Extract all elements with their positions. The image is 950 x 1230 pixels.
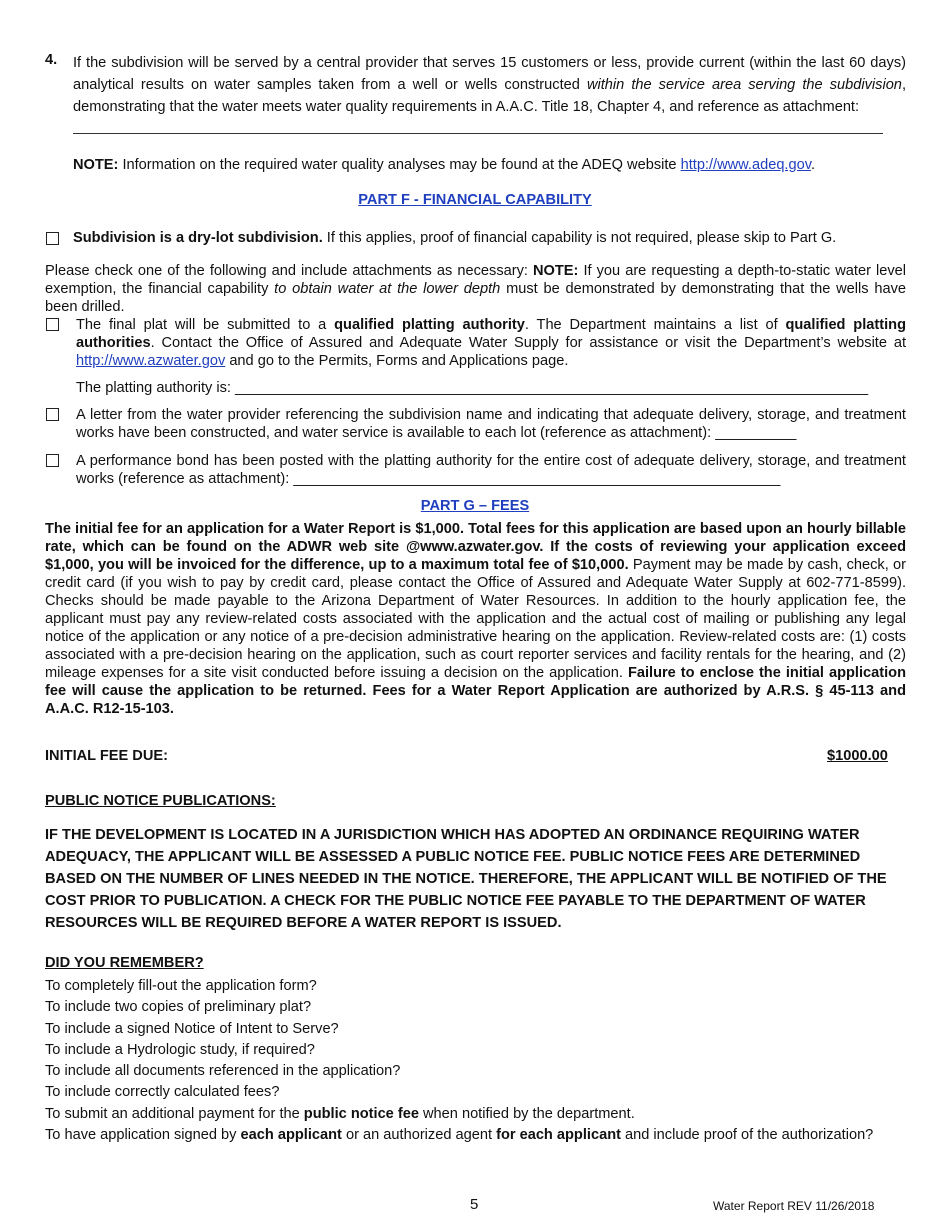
remember-item: To include two copies of preliminary plat?	[45, 999, 312, 1016]
remember-heading: DID YOU REMEMBER?	[45, 955, 204, 971]
performance-bond-checkbox[interactable]	[46, 454, 59, 467]
part-f-heading: PART F - FINANCIAL CAPABILITY	[358, 192, 592, 208]
revision-label: Water Report REV 11/26/2018	[713, 1199, 875, 1213]
public-notice-heading: PUBLIC NOTICE PUBLICATIONS:	[45, 793, 276, 809]
part-f-intro: Please check one of the following and include attachments as necessary: NOTE: If you are requesting a depth-to-static water level exemption, the financial capability to obtain water at the lower depth must be demonstrated by demonstrating that the wells have been drilled.	[45, 263, 907, 315]
remember-item: To include a signed Notice of Intent to Serve?	[45, 1020, 339, 1037]
adeq-note: NOTE: Information on the required water quality analyses may be found at the ADEQ website http://www.adeq.gov.	[73, 157, 815, 173]
public-notice-line: RESOURCES WILL BE REQUIRED BEFORE A WATER REPORT IS ISSUED.	[45, 915, 562, 931]
public-notice-line: COST PRIOR TO PUBLICATION. A CHECK FOR THE PUBLIC NOTICE FEE PAYABLE TO THE DEPARTMENT OF WATER	[45, 893, 866, 909]
public-notice-text	[45, 824, 887, 934]
fees-paragraph: The initial fee for an application for a Water Report is $1,000. Total fees for this application are based upon an hourly billable rate, which can be found on the ADWR web site @www.azwater.gov. If the costs of reviewing your application exceed $1,000, you will be invoiced for the difference, up to a maximum total fee of $10,000. Payment may be made by cash, check, or credit card (if you wish to pay by credit card, please contact the Office of Assured and Adequate Water Supply at 602-771-8599). Checks should be made payable to the Arizona Department of Water Resources. In addition to the hourly application fee, the applicant must pay any review-related costs associated with the application and the actual cost of mailing or publishing any legal notice of the application or any notice of a pre-decision administrative hearing on the application. Review-related costs are: (1) costs associated with a pre-decision hearing on the application, such as court reporter services and facility rentals for the hearing, and (2) mileage expenses for a site visit conducted before issuing a decision on the application. Failure to enclose the initial application fee will cause the application to be returned. Fees for a Water Report Application are authorized by A.R.S. § 45-113 and A.A.C. R12-15-103.	[45, 521, 907, 717]
dry-lot-checkbox[interactable]	[46, 232, 59, 245]
platting-authority-option: The final plat will be submitted to a qualified platting authority. The Department maintains a list of qualified platting authorities. Contact the Office of Assured and Adequate Water Supply for assistance or visit the Department’s website at http://www.azwater.gov and go to the Permits, Forms and Applications page.	[76, 317, 906, 369]
item4-text: If the subdivision will be served by a central provider that serves 15 customers or less, provide current (within the last 60 days) analytical results on water samples taken from a well or wells constructed within the service area serving the subdivision, demonstrating that the water meets water quality requirements in A.A.C. Title 18, Chapter 4, and reference as attachment:	[73, 55, 906, 115]
item4-answer-line[interactable]	[73, 133, 883, 134]
water-provider-letter-checkbox[interactable]	[46, 408, 59, 421]
performance-bond-option: A performance bond has been posted with the platting authority for the entire cost of adequate delivery, storage, and treatment works (reference as attachment): ____________________________________________________________	[76, 453, 906, 487]
initial-fee-label: INITIAL FEE DUE:	[45, 748, 168, 764]
adeq-link[interactable]: http://www.adeq.gov	[680, 157, 811, 173]
remember-list	[45, 976, 873, 1146]
remember-item: To completely fill-out the application form?	[45, 978, 317, 994]
page-number: 5	[470, 1196, 479, 1213]
part-g-heading: PART G – FEES	[420, 498, 530, 514]
water-provider-letter-option: A letter from the water provider referencing the subdivision name and indicating that adequate delivery, storage, and treatment works have been constructed, and water service is available to each lot (reference as attachment): __________	[76, 407, 906, 441]
remember-item: To submit an additional payment for the public notice fee when notified by the department.	[45, 1105, 635, 1122]
platting-authority-checkbox[interactable]	[46, 318, 59, 331]
public-notice-line: ADEQUACY, THE APPLICANT WILL BE ASSESSED A PUBLIC NOTICE FEE. PUBLIC NOTICE FEES ARE DETERMINED	[45, 849, 861, 865]
remember-item: To include all documents referenced in the application?	[45, 1063, 401, 1080]
public-notice-line: BASED ON THE NUMBER OF LINES NEEDED IN THE NOTICE. THEREFORE, THE APPLICANT WILL BE NOTIFIED OF THE	[45, 871, 887, 887]
dry-lot-text: Subdivision is a dry-lot subdivision. If this applies, proof of financial capability is not required, please skip to Part G.	[73, 230, 837, 246]
initial-fee-value: $1000.00	[827, 748, 888, 764]
azwater-link[interactable]: http://www.azwater.gov	[76, 353, 226, 369]
remember-item: To include a Hydrologic study, if required?	[45, 1041, 315, 1058]
public-notice-line: IF THE DEVELOPMENT IS LOCATED IN A JURISDICTION WHICH HAS ADOPTED AN ORDINANCE REQUIRING WATER	[45, 827, 860, 843]
item-number: 4.	[45, 52, 58, 68]
remember-item: To have application signed by each applicant or an authorized agent for each applicant and include proof of the authorization?	[45, 1127, 874, 1144]
platting-authority-field[interactable]: The platting authority is: ______________________________________________________________________________	[76, 380, 869, 396]
remember-item: To include correctly calculated fees?	[45, 1084, 280, 1101]
